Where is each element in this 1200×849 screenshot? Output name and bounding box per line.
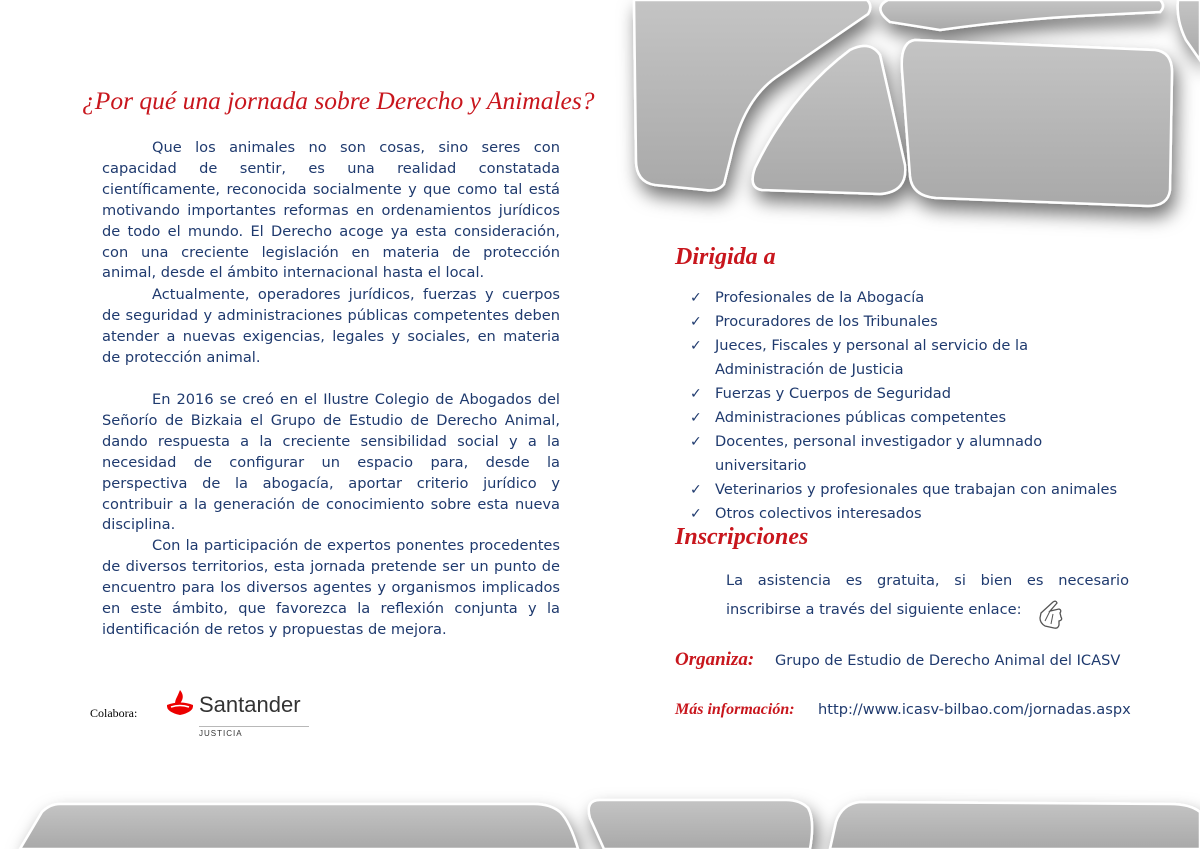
check-icon: ✓ <box>690 482 702 498</box>
intro-paragraph-3: En 2016 se creó en el Ilustre Colegio de Abogados del Señorío de Bizkaia el Grupo de Estudio de Derecho Animal, dando respuesta a la creciente sensibilidad social y a la necesidad de configurar un espacio para, desde la perspectiva de la abogacía, aportar criterio jurídico y contribuir a la generación de conocimiento sobre esta nueva disciplina. <box>102 391 560 534</box>
audience-item <box>690 310 1135 334</box>
audience-item <box>690 334 1135 382</box>
audience-item-label: Otros colectivos interesados <box>715 505 922 522</box>
audience-item-label: Jueces, Fiscales y personal al servicio de la Administración de Justicia <box>715 337 1029 378</box>
intro-paragraph-4: Con la participación de expertos ponentes procedentes de diversos territorios, esta jornada pretende ser un punto de encuentro para los diversos agentes y organismos implicados en este ámbito, que favorezca la reflexión conjunta y la identificación de retos y propuestas de mejora. <box>102 537 560 638</box>
audience-item-label: Docentes, personal investigador y alumnado universitario <box>715 433 1043 474</box>
check-icon: ✓ <box>690 386 702 402</box>
audience-list <box>690 286 1135 526</box>
check-icon: ✓ <box>690 506 702 522</box>
check-icon: ✓ <box>690 434 702 450</box>
panel-top-right <box>902 40 1172 206</box>
check-icon: ✓ <box>690 338 702 354</box>
colabora-label: Colabora: <box>90 706 138 720</box>
santander-logo <box>165 688 315 743</box>
pointing-hand-icon[interactable] <box>1037 599 1065 633</box>
panel-bottom-left <box>20 804 578 849</box>
inscripciones-heading: Inscripciones <box>675 524 809 550</box>
audience-item <box>690 478 1135 502</box>
audience-item <box>690 502 1135 526</box>
audience-item <box>690 406 1135 430</box>
santander-name: Santander <box>199 692 301 717</box>
audience-item <box>690 382 1135 406</box>
santander-flame-icon <box>165 690 195 716</box>
info-url-link[interactable]: http://www.icasv-bilbao.com/jornadas.aspx <box>818 701 1131 718</box>
audience-item-label: Veterinarios y profesionales que trabajan con animales <box>715 481 1118 498</box>
panel-bottom-middle <box>589 800 812 849</box>
info-label: Más información: <box>675 701 795 718</box>
check-icon: ✓ <box>690 314 702 330</box>
audience-item-label: Profesionales de la Abogacía <box>715 289 925 306</box>
audience-item <box>690 286 1135 310</box>
check-icon: ✓ <box>690 290 702 306</box>
santander-sub: JUSTICIA <box>199 729 243 738</box>
audience-item-label: Fuerzas y Cuerpos de Seguridad <box>715 385 951 402</box>
santander-rule <box>199 726 309 727</box>
panel-top-center <box>880 0 1163 30</box>
audience-item <box>690 430 1135 478</box>
audience-item-label: Administraciones públicas competentes <box>715 409 1007 426</box>
panel-bottom-right <box>830 802 1200 849</box>
organiza-label: Organiza: <box>675 649 755 670</box>
organiza-value: Grupo de Estudio de Derecho Animal del ICASV <box>775 652 1121 669</box>
inscripciones-text: La asistencia es gratuita, si bien es necesario inscribirse a través del siguiente enlace: <box>726 572 1129 618</box>
dirigida-heading: Dirigida a <box>675 244 776 270</box>
audience-item-label: Procuradores de los Tribunales <box>715 313 938 330</box>
intro-paragraph-2: Actualmente, operadores jurídicos, fuerzas y cuerpos de seguridad y administraciones públicas competentes deben atender a nuevas exigencias, legales y sociales, en materia de protección animal. <box>102 286 560 366</box>
check-icon: ✓ <box>690 410 702 426</box>
panel-top-far-right <box>1178 0 1200 60</box>
page-title: ¿Por qué una jornada sobre Derecho y Animales? <box>82 86 595 115</box>
intro-paragraph-1: Que los animales no son cosas, sino seres con capacidad de sentir, es una realidad constatada científicamente, reconocida socialmente y que como tal está motivando importantes reformas en ordenamientos jurídicos de todo el mundo. El Derecho acoge ya esta consideración, con una creciente legislación en materia de protección animal, desde el ámbito internacional hasta el local. <box>102 139 560 282</box>
